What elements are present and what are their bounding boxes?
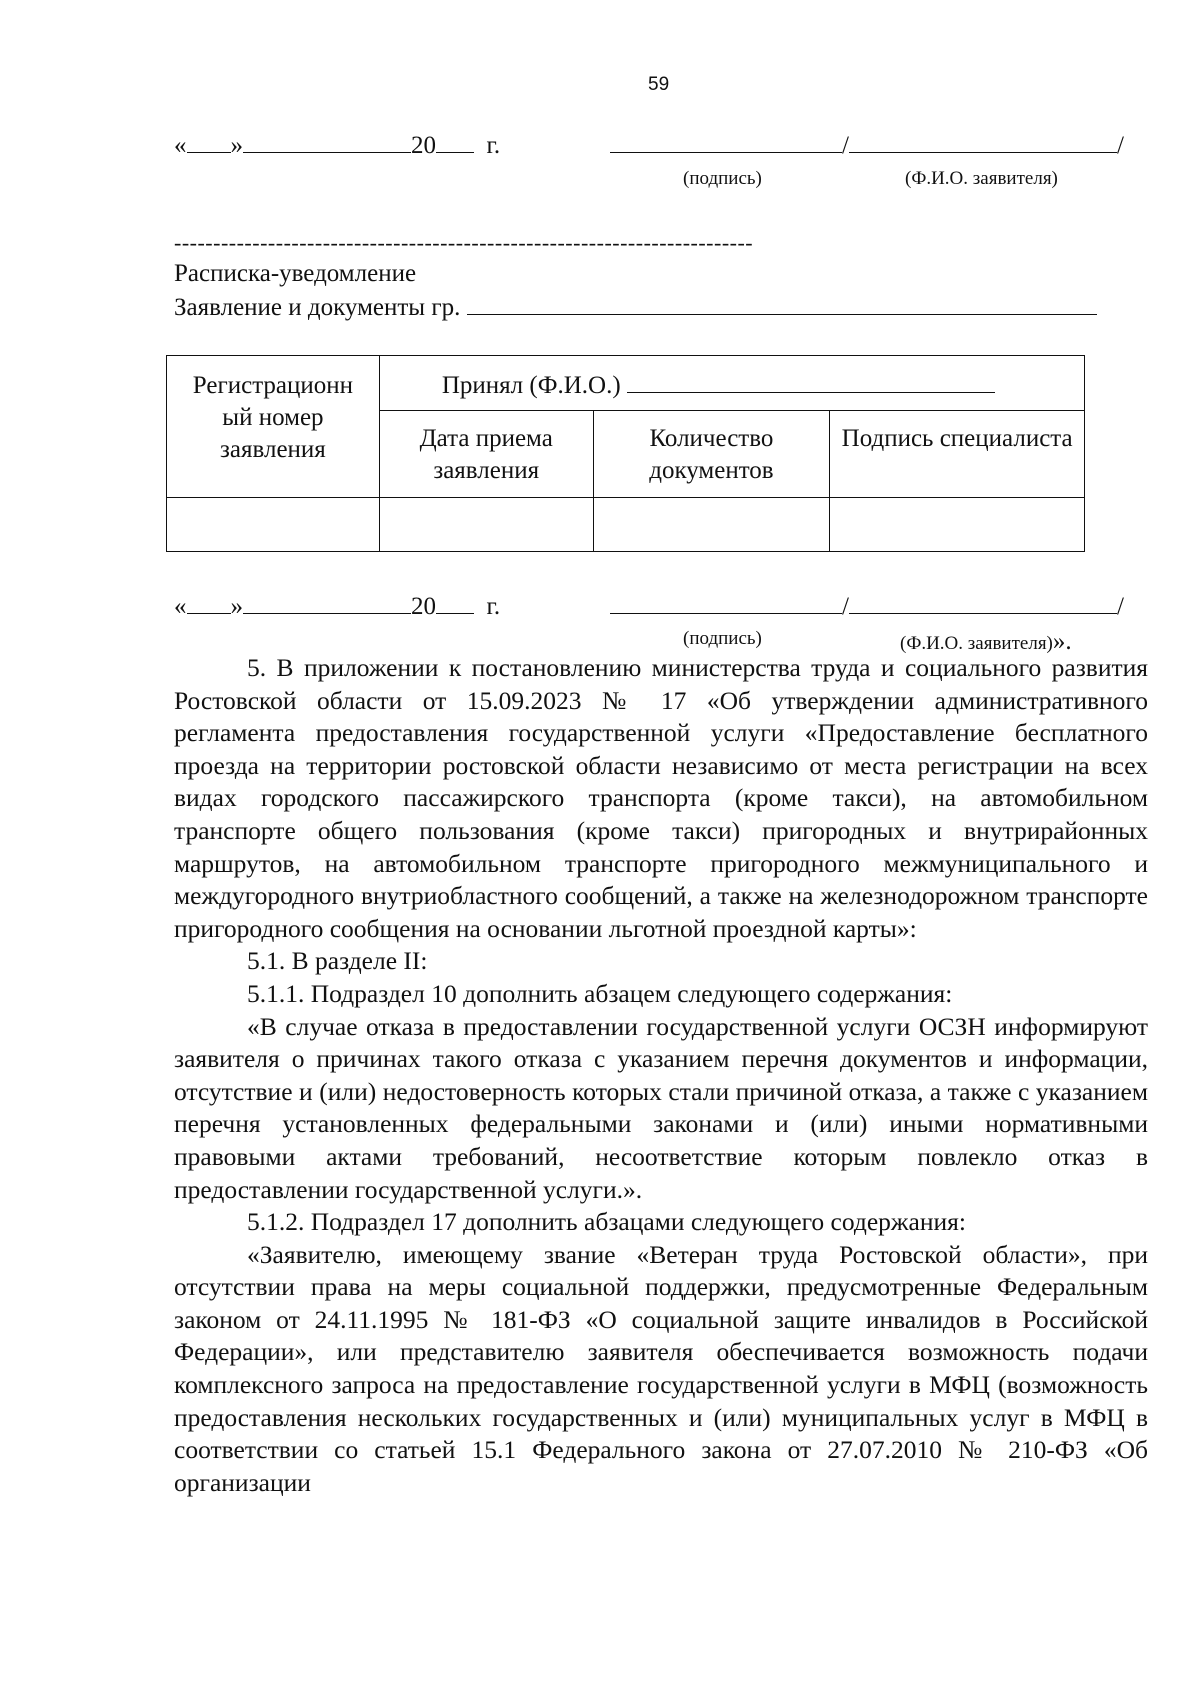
table-cell-empty <box>379 498 593 552</box>
year-blank <box>436 130 474 153</box>
accepted-by-label: Принял (Ф.И.О.) <box>441 372 621 399</box>
accepted-by-blank <box>627 370 995 393</box>
open-quote: « <box>174 132 187 159</box>
date-signature-line-2 <box>174 591 500 621</box>
signature-caption-2: (подпись) <box>683 628 762 649</box>
fio-caption: (Ф.И.О. заявителя) <box>905 168 1058 189</box>
signature-blank <box>610 591 842 614</box>
receipt-docs-line <box>174 292 1097 322</box>
paragraph: 5. В приложении к постановлению министерства труда и социального развития Ростовской области от 15.09.2023 № 17 «Об утверждении административного регламента предоставления государственной услуги «Предоставление бесплатного проезда на территории ростовской области независимо от места регистрации на всех видах городского пассажирского транспорта (кроме такси), на автомобильном транспорте общего пользования (кроме такси) пригородных и внутрирайонных маршрутов, на автомобильном транспорте пригородного межмуниципального и междугородного внутриобластного сообщений, а также на железнодорожном транспорте пригородного сообщения на основании льготной проездной карты»: <box>174 653 1148 943</box>
date-header: Дата приема заявления <box>379 411 593 498</box>
paragraph: «В случае отказа в предоставлении государственной услуги ОСЗН информируют заявителя о причинах такого отказа с указанием перечня документов и информации, отсутствие и (или) недостоверность которых стали причиной отказа, а также с указанием перечня установленных федеральными законами и (или) иными нормативными правовыми актами требований, несоответствие которым повлекло отказ в предоставлении государственной услуги.». <box>174 1011 1148 1204</box>
signature-blank <box>610 130 842 153</box>
count-header: Количество документов <box>593 411 830 498</box>
receipt-docs-label: Заявление и документы гр. <box>174 294 461 321</box>
table-cell-empty <box>167 498 380 552</box>
table-cell-empty <box>830 498 1085 552</box>
paragraph: 5.1. В разделе II: <box>247 946 428 976</box>
day-blank <box>187 591 231 614</box>
amendment-text <box>174 652 1148 1499</box>
date-signature-line <box>174 130 500 160</box>
accepted-by-cell <box>379 356 1084 411</box>
year-blank <box>436 591 474 614</box>
cut-line-separator: -------------------------------------------------------------------------- <box>174 230 754 255</box>
applicant-name-blank <box>467 292 1097 315</box>
receipt-title: Расписка-уведомление <box>174 260 417 287</box>
fio-blank <box>849 130 1117 153</box>
fio-caption-2: (Ф.И.О. заявителя)». <box>900 628 1072 655</box>
month-blank <box>243 130 411 153</box>
paragraph: 5.1.1. Подраздел 10 дополнить абзацем следующего содержания: <box>247 978 953 1008</box>
year-prefix: 20 <box>411 593 436 620</box>
page-number: 59 <box>648 74 670 95</box>
registration-table <box>166 355 1085 552</box>
fio-blank <box>849 591 1117 614</box>
signature-caption: (подпись) <box>683 168 762 189</box>
year-prefix: 20 <box>411 132 436 159</box>
paragraph: «Заявителю, имеющему звание «Ветеран труда Ростовской области», при отсутствии права на меры социальной поддержки, предусмотренные Федеральным законом от 24.11.1995 № 181-ФЗ «О социальной защите инвалидов в Российской Федерации», или представителю заявителя обеспечивается возможность подачи комплексного запроса на предоставление государственной услуги в МФЦ (возможность предоставления нескольких государственных и (или) муниципальных услуг в МФЦ в соответствии со статьей 15.1 Федерального закона от 27.07.2010 № 210-ФЗ «Об организации <box>174 1239 1148 1497</box>
close-quote: » <box>230 132 243 159</box>
slash: / <box>842 593 849 620</box>
year-suffix: г. <box>486 132 501 159</box>
signature-fio-line-2 <box>610 591 1124 621</box>
reg-number-header: Регистрационн ый номер заявления <box>167 356 380 498</box>
signature-header: Подпись специалиста <box>830 411 1085 498</box>
paragraph: 5.1.2. Подраздел 17 дополнить абзацами следующего содержания: <box>247 1207 966 1237</box>
slash: / <box>842 132 849 159</box>
signature-fio-line <box>610 130 1124 160</box>
month-blank <box>243 591 411 614</box>
slash-end: / <box>1116 593 1124 620</box>
year-suffix: г. <box>486 593 501 620</box>
close-quote: » <box>230 593 243 620</box>
day-blank <box>187 130 231 153</box>
slash-end: / <box>1116 132 1124 159</box>
table-cell-empty <box>593 498 830 552</box>
open-quote: « <box>174 593 187 620</box>
